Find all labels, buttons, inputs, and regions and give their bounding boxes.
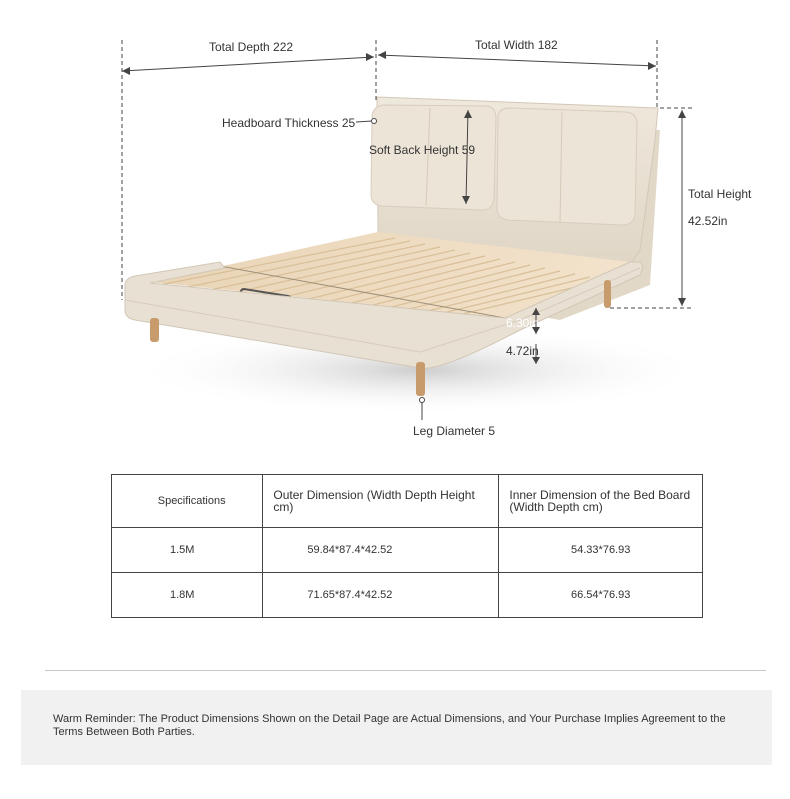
row-outer: 71.65*87.4*42.52 [263, 573, 499, 618]
leg-back-right [604, 280, 611, 308]
header-specifications: Specifications [112, 475, 263, 528]
warm-reminder-text: Warm Reminder: The Product Dimensions Shown on the Detail Page are Actual Dimensions, and Your Purchase Implies Agreement to the Terms Between Both Parties. [53, 713, 726, 738]
specification-table [111, 474, 703, 618]
cushion-right [497, 108, 637, 225]
row-size: 1.5M [112, 528, 263, 573]
leg-front-right [416, 362, 425, 396]
headboard-thickness-label: Headboard Thickness 25 [222, 116, 356, 130]
header-outer-dimension: Outer Dimension (Width Depth Height cm) [263, 475, 499, 528]
total-depth-label: Total Depth 222 [209, 40, 294, 54]
leg-height-label: 4.72in [506, 344, 539, 358]
table-row [112, 573, 703, 618]
warm-reminder-box [21, 690, 772, 765]
row-size: 1.8M [112, 573, 263, 618]
total-width-label: Total Width 182 [475, 38, 558, 52]
leg-front-left [150, 318, 159, 342]
row-inner: 54.33*76.93 [499, 528, 703, 573]
table-header-row [112, 475, 703, 528]
frame-height-label: 6.30in [506, 316, 539, 330]
header-inner-dimension: Inner Dimension of the Bed Board (Width Depth cm) [499, 475, 703, 528]
row-inner: 66.54*76.93 [499, 573, 703, 618]
leg-diameter-label: Leg Diameter 5 [413, 424, 496, 438]
soft-back-height-label: Soft Back Height 59 [369, 143, 476, 157]
total-height-value: 42.52in [688, 214, 728, 228]
total-height-label: Total Height [688, 187, 752, 201]
row-outer: 59.84*87.4*42.52 [263, 528, 499, 573]
cushion-left [371, 105, 496, 210]
divider [45, 670, 766, 671]
table-row [112, 528, 703, 573]
